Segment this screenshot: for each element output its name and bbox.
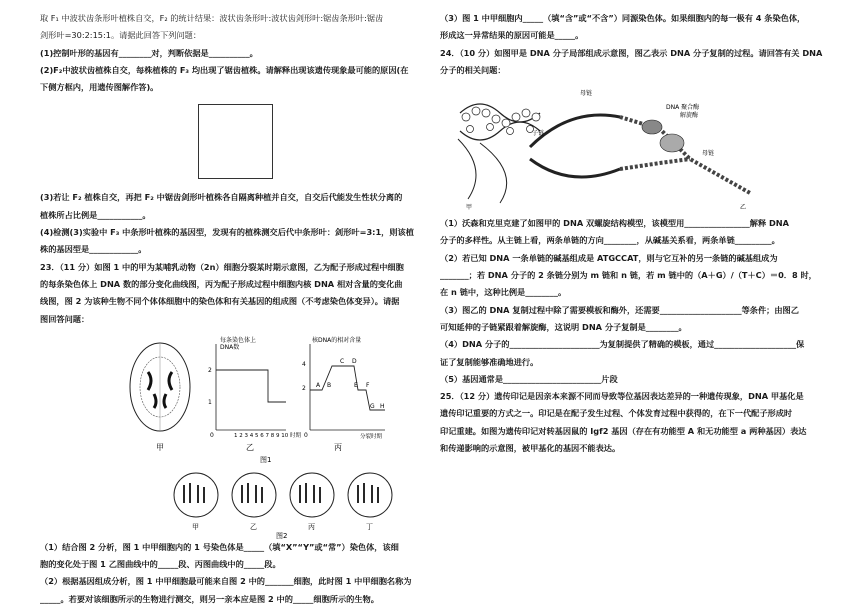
svg-text:H: H bbox=[380, 402, 385, 410]
chart-bing bbox=[302, 336, 385, 452]
text-line: _______；若 DNA 分子的 2 条链分别为 m 链和 n 链，若 m 链中的（A＋G）/（T＋C）＝0．8 时， bbox=[440, 270, 817, 281]
text-line: 线图，图 2 为该种生物不同个体体细胞中的染色体和有关基因的组成图（不考虑染色体变异）。请据 bbox=[40, 296, 400, 307]
dna-model-jia bbox=[458, 104, 540, 211]
dna-figure bbox=[440, 83, 824, 213]
text-line: 植株所占比例是___________。 bbox=[40, 209, 151, 220]
svg-text:A: A bbox=[316, 381, 321, 389]
question-4: (4)检测(3)实验中 F₃ 中条形叶植株的基因型，发现有的植株测交后代中条形叶：剑形叶=3:1，则该植 bbox=[40, 227, 414, 238]
answer-box[interactable] bbox=[198, 104, 273, 179]
right-column bbox=[440, 10, 824, 457]
figure-1 bbox=[40, 332, 432, 467]
cell-jia bbox=[130, 343, 190, 452]
svg-text:2: 2 bbox=[302, 384, 306, 392]
text-line: 的每条染色体上 DNA 数的部分变化曲线图，丙为配子形成过程中细胞内核 DNA 相对含量的变化曲 bbox=[40, 278, 403, 289]
svg-text:1: 1 bbox=[208, 398, 212, 406]
text-line: 在 n 链中，这种比例是________。 bbox=[440, 287, 567, 298]
figure-1-caption: 图1 bbox=[260, 455, 272, 464]
svg-text:丁: 丁 bbox=[366, 522, 373, 531]
svg-text:1 2 3 4 5 6 7 8 9 10 时期: 1 2 3 4 5 6 7 8 9 10 时期 bbox=[234, 432, 301, 439]
text-line: 剑形叶=30:2:15:1。请据此回答下列问题： bbox=[40, 30, 202, 41]
svg-text:DNA数: DNA数 bbox=[220, 343, 240, 351]
svg-text:分裂时期: 分裂时期 bbox=[360, 433, 383, 440]
figure-1-svg bbox=[40, 332, 432, 467]
label-mulian-1: 母链 bbox=[580, 90, 593, 98]
svg-text:甲: 甲 bbox=[192, 522, 199, 531]
question-24-3: （3）图乙的 DNA 复制过程中除了需要模板和酶外，还需要____________________等条件；由图乙 bbox=[440, 304, 799, 315]
cell-2-jia bbox=[174, 473, 218, 531]
svg-text:甲: 甲 bbox=[466, 204, 473, 212]
svg-text:核DNA的相对含量: 核DNA的相对含量 bbox=[312, 336, 362, 344]
text-line: 证了复制能够准确地进行。 bbox=[440, 356, 539, 367]
svg-text:B: B bbox=[327, 381, 332, 389]
left-column bbox=[40, 10, 432, 608]
text-line: 下侧方框内，用遗传图解作答)。 bbox=[40, 82, 159, 93]
label-mulian-2: 母链 bbox=[702, 150, 715, 158]
question-3: (3)若让 F₂ 植株自交，再把 F₂ 中锯齿剑形叶植株各自隔离种植并自交，自交后代能发生性状分离的 bbox=[40, 192, 403, 203]
svg-text:F: F bbox=[366, 381, 370, 389]
text-line: 取 F₁ 中波状齿条形叶植株自交，F₂ 的统计结果：波状齿条形叶:波状齿剑形叶:锯齿条形叶:锯齿 bbox=[40, 13, 384, 23]
svg-text:G: G bbox=[370, 402, 375, 410]
label-jia: 甲 bbox=[156, 442, 164, 452]
question-23-2: （2）根据基因组成分析，图 1 中甲细胞最可能来自图 2 中的_______细胞，此时图 1 中甲细胞名称为 bbox=[40, 576, 412, 587]
question-25: 25．（12 分）遗传印记是因亲本来源不同而导致等位基因表达差异的一种遗传现象，DNA 甲基化是 bbox=[440, 391, 804, 402]
question-23-3: （3）图 1 中甲细胞内_____（填“含”或“不含”）同源染色体。如果细胞内的每一极有 4 条染色体， bbox=[440, 13, 806, 23]
text-line: 胞的变化处于图 1 乙图曲线中的_____段、丙图曲线中的_____段。 bbox=[40, 559, 281, 570]
svg-text:丙: 丙 bbox=[334, 442, 342, 452]
text-line: 分子的多样性。从主链上看，两条单链的方向________，从碱基关系看，两条单链_________。 bbox=[440, 235, 780, 246]
text-line: 印记重建。如图为遗传印记对转基因鼠的 Igf2 基因（存在有功能型 A 和无功能型 a 两种基因）表达 bbox=[440, 425, 807, 436]
figure-2-svg bbox=[40, 467, 432, 539]
text-line: 图回答问题： bbox=[40, 313, 90, 324]
dna-figure-svg bbox=[440, 83, 824, 213]
text-line: 遗传印记重要的方式之一。印记是在配子发生过程、个体发育过程中获得的，在下一代配子形成时 bbox=[440, 408, 793, 419]
figure-2 bbox=[40, 467, 432, 539]
question-24-4: （4）DNA 分子的______________________为复制提供了精确的模板，通过____________________保 bbox=[440, 339, 805, 350]
svg-text:0: 0 bbox=[210, 431, 214, 439]
question-24-2: （2）若已知 DNA 一条单链的碱基组成是 ATGCCAT，则与它互补的另一条链的碱基组成为 bbox=[440, 252, 778, 263]
svg-text:E: E bbox=[354, 381, 358, 389]
svg-text:每条染色体上: 每条染色体上 bbox=[220, 336, 257, 344]
svg-text:D: D bbox=[352, 357, 357, 365]
svg-text:乙: 乙 bbox=[740, 204, 747, 212]
cell-2-ding bbox=[348, 473, 392, 531]
label-enzyme: DNA 聚合酶 bbox=[666, 104, 700, 112]
text-line: 分子的相关问题： bbox=[440, 64, 506, 75]
question-24-5: （5）基因通常是________________________片段 bbox=[440, 373, 618, 384]
cell-2-bing bbox=[290, 473, 334, 531]
svg-text:乙: 乙 bbox=[246, 442, 254, 452]
dna-replication-yi bbox=[530, 89, 750, 211]
label-zilian: 子链 bbox=[532, 130, 545, 138]
svg-text:4: 4 bbox=[302, 360, 306, 368]
text-line: _____。若要对该细胞所示的生物进行测交，则另一亲本应是图 2 中的_____细胞所示的生物。 bbox=[40, 593, 379, 604]
question-23-1: （1）结合图 2 分析，图 1 中甲细胞内的 1 号染色体是_____（填“X”“Y”或“常”）染色体，该细 bbox=[40, 541, 399, 552]
figure-2-caption: 图2 bbox=[276, 531, 288, 539]
text-line: 可知延伸的子链紧跟着解旋酶，这说明 DNA 分子复制是________。 bbox=[440, 321, 687, 332]
svg-text:C: C bbox=[340, 357, 345, 365]
svg-text:丙: 丙 bbox=[308, 522, 315, 531]
question-24: 24．（10 分）如图甲是 DNA 分子局部组成示意图，图乙表示 DNA 分子复制的过程。请回答有关 DNA bbox=[440, 47, 823, 58]
text-line: 和传递影响的示意图，被甲基化的基因不能表达。 bbox=[440, 443, 621, 454]
chart-yi bbox=[208, 336, 301, 452]
question-24-1: （1）沃森和克里克建了如图甲的 DNA 双螺旋结构模型，该模型用________________解释 DNA bbox=[440, 218, 789, 229]
svg-text:2: 2 bbox=[208, 366, 212, 374]
text-line: 株的基因型是____________。 bbox=[40, 244, 147, 255]
question-2: (2)F₂中波状齿植株自交，每株植株的 F₃ 均出现了锯齿植株。请解释出现该遗传现象最可能的原因(在 bbox=[40, 64, 409, 75]
cell-2-yi bbox=[232, 473, 276, 531]
label-helicase: 解旋酶 bbox=[680, 112, 699, 120]
svg-text:乙: 乙 bbox=[250, 522, 257, 531]
question-23: 23．（11 分）如图 1 中的甲为某哺乳动物（2n）细胞分裂某时期示意图，乙为配子形成过程中细胞 bbox=[40, 261, 404, 272]
text-line: 形成这一异常结果的原因可能是_____。 bbox=[440, 30, 584, 41]
svg-text:0: 0 bbox=[304, 431, 308, 439]
question-1: (1)控制叶形的基因有________对，判断依据是__________。 bbox=[40, 47, 258, 58]
